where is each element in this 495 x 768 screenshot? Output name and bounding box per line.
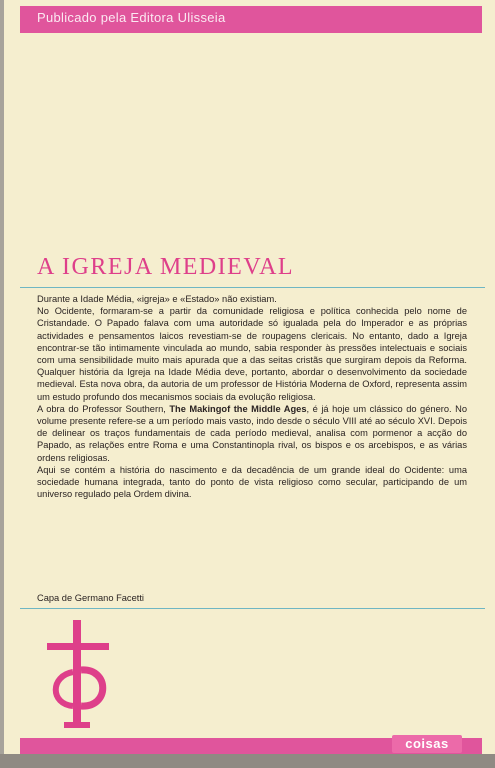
cover-credit: Capa de Germano Facetti [37,593,144,603]
cross-rho-icon [40,620,120,737]
blurb-paragraph: Aqui se contém a história do nascimento e da decadência de um grande ideal do Ocidente: uma sociedade humana integrada, tanto do ponto de vista religioso como secular, participando de um universo regulado pela Ordem divina. [37,464,467,500]
bottom-divider [20,608,485,609]
publisher-label: Publicado pela Editora Ulisseia [37,10,226,25]
blurb-text: , é já hoje um clássico do género. No volume presente refere-se a um período mais vasto, indo desde o século VIII até ao século XVI. Depois de delinear os traços fundamentais de cada período medieval, analisa com pormenor a acção do Papado, as relações entre Roma e uma Constantinopla rival, os bispos e os arcebispos, e as várias ordens religiosas. [37,403,467,463]
book-title: A IGREJA MEDIEVAL [37,254,295,280]
blurb-text: A obra do Professor Southern, [37,403,170,414]
blurb-paragraph: No Ocidente, formaram-se a partir da comunidade religiosa e política conhecida pelo nome de Cristandade. O Papado falava com uma autoridade só igualada pela do Imperador e as próprias actividades e pensamentos laicos revestiam-se de roupagens clericais. No entanto, dado a Igreja encontrar-se tão intimamente vinculada ao mundo, sabia responder às pressões intelectuais e sociais com uma sensibilidade muito mais apurada que a das seitas cristãs que surgiram depois da Reforma. Qualquer história da Igreja na Idade Média deve, portanto, abordar o desenvolvimento da sociedade medieval. Esta nova obra, da autoria de um professor de História Moderna de Oxford, representa assim um estudo profundo dos mecanismos sociais da evolução religiosa. [37,306,467,402]
blurb-paragraph [37,403,467,464]
bottom-edge-shadow [0,754,495,768]
blurb [37,293,467,500]
sticker-label: coisas [405,736,449,751]
blurb-paragraph: Durante a Idade Média, «igreja» e «Estado» não existiam. [37,294,277,304]
left-edge-shadow [0,0,4,768]
publisher-band [20,6,482,33]
top-divider [20,287,485,288]
store-sticker [392,735,462,753]
book-reference: The Makingof the Middle Ages [169,403,307,414]
